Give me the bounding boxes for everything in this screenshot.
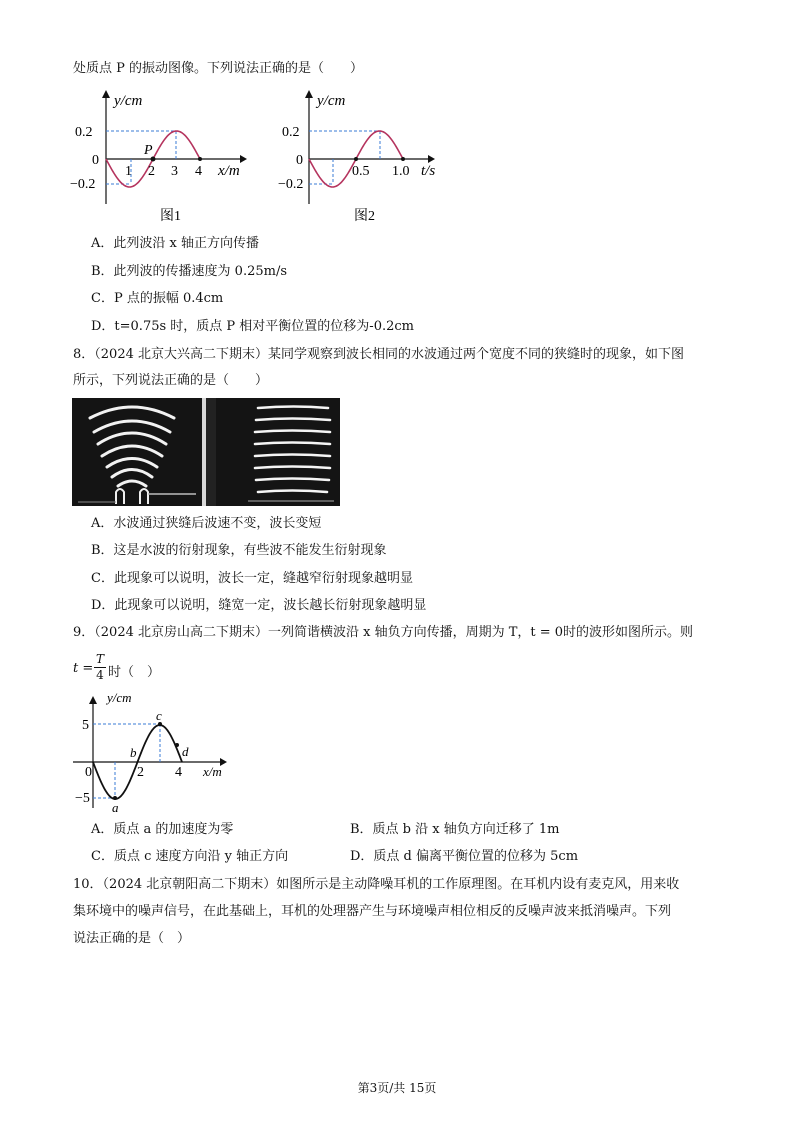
q9-ytick: −5 (75, 791, 90, 806)
q7-option-c: C．P 点的振幅 0.4cm (91, 291, 224, 306)
q8-option-c: C．此现象可以说明，波长一定，缝越窄衍射现象越明显 (91, 571, 413, 586)
fig1-xtick: 3 (171, 164, 178, 179)
fig1-xtick: 1 (125, 164, 132, 179)
q9-frac-den: 4 (96, 668, 104, 682)
fig1-caption: 图1 (160, 209, 181, 224)
fig2-xlabel: t/s (421, 163, 436, 179)
q9-xtick: 0 (85, 765, 92, 780)
q9-option-a: A．质点 a 的加速度为零 (91, 822, 234, 837)
point-p-label: P (144, 143, 153, 158)
q8-stem-line2: 所示，下列说法正确的是（ ） (73, 373, 269, 388)
water-wave-diffraction-photo (72, 398, 340, 506)
q7-option-d: D．t=0.75s 时，质点 P 相对平衡位置的位移为-0.2cm (91, 319, 414, 334)
fig2-xtick: 0.5 (352, 164, 370, 179)
q9-option-c: C．质点 c 速度方向沿 y 轴正方向 (91, 849, 289, 864)
diffraction-photo-drawing (72, 398, 340, 506)
q9-wave-graph (70, 690, 240, 815)
fig2-ylabel: y/cm (317, 93, 346, 109)
q8-option-d: D．此现象可以说明，缝宽一定，波长越长衍射现象越明显 (91, 598, 427, 613)
q7-figure-1 (70, 86, 250, 226)
q7-option-b: B．此列波的传播速度为 0.25m/s (91, 264, 288, 279)
q9-stem-after: 时（ ） (108, 665, 161, 680)
q8-option-a: A．水波通过狭缝后波速不变，波长变短 (91, 516, 322, 531)
x-intercept-dot (198, 157, 202, 161)
point-d-dot (175, 743, 179, 747)
t-axis-arrow (428, 155, 435, 163)
point-a-label: a (112, 800, 119, 815)
q9-ylabel: y/cm (107, 690, 132, 705)
q9-ytick: 5 (82, 718, 89, 733)
fig1-xlabel: x/m (218, 163, 240, 179)
q9-option-b: B．质点 b 沿 x 轴负方向迁移了 1m (350, 822, 560, 837)
fig1-xtick: 2 (148, 164, 155, 179)
q9-stem-line1: 9．（2024 北京房山高二下期末）一列简谐横波沿 x 轴负方向传播，周期为 T，t = 0时的波形如图所示。则 (73, 625, 694, 640)
fig1-xtick: 4 (195, 164, 202, 179)
point-c-label: c (156, 708, 162, 723)
q9-frac-num: T (95, 652, 104, 666)
t-intercept-dot (354, 157, 358, 161)
q10-stem-line3: 说法正确的是（ ） (73, 931, 191, 946)
q9-xlabel: x/m (203, 764, 222, 779)
fig1-ytick: 0.2 (75, 125, 93, 140)
fig2-xtick: 1.0 (392, 164, 410, 179)
x-axis-arrow (240, 155, 247, 163)
q8-option-b: B．这是水波的衍射现象，有些波不能发生衍射现象 (91, 543, 387, 558)
page-footer: 第3页/共 15页 (357, 1081, 437, 1095)
fig1-ytick: 0 (92, 153, 99, 168)
q8-stem-line1: 8．（2024 北京大兴高二下期末）某同学观察到波长相同的水波通过两个宽度不同的狭缝时的现象，如下图 (73, 347, 684, 362)
fig1-ytick: −0.2 (70, 177, 96, 192)
q7-option-a: A．此列波沿 x 轴正方向传播 (91, 236, 259, 251)
t-intercept-dot (401, 157, 405, 161)
q7-figure-2 (278, 86, 448, 226)
point-b-label: b (130, 745, 137, 760)
q9-t-eq: t = (73, 661, 94, 676)
q9-option-d: D．质点 d 偏离平衡位置的位移为 5cm (350, 849, 579, 864)
fig2-ytick: 0.2 (282, 125, 300, 140)
fig2-ytick: 0 (296, 153, 303, 168)
q7-stem-tail: 处质点 P 的振动图像。下列说法正确的是（ ） (73, 61, 364, 76)
fig2-caption: 图2 (354, 209, 375, 224)
y-axis-arrow (89, 696, 97, 704)
y-axis-arrow (102, 90, 110, 98)
q10-stem-line1: 10．（2024 北京朝阳高二下期末）如图所示是主动降噪耳机的工作原理图。在耳机内设有麦克风，用来收 (73, 877, 680, 892)
fig1-ylabel: y/cm (114, 93, 143, 109)
y-axis-arrow (305, 90, 313, 98)
q10-stem-line2: 集环境中的噪声信号，在此基础上，耳机的处理器产生与环境噪声相位相反的反噪声波来抵消噪声。下列 (73, 904, 672, 919)
fig2-ytick: −0.2 (278, 177, 304, 192)
q9-xtick: 4 (175, 765, 182, 780)
q9-xtick: 2 (137, 765, 144, 780)
point-d-label: d (182, 744, 189, 759)
